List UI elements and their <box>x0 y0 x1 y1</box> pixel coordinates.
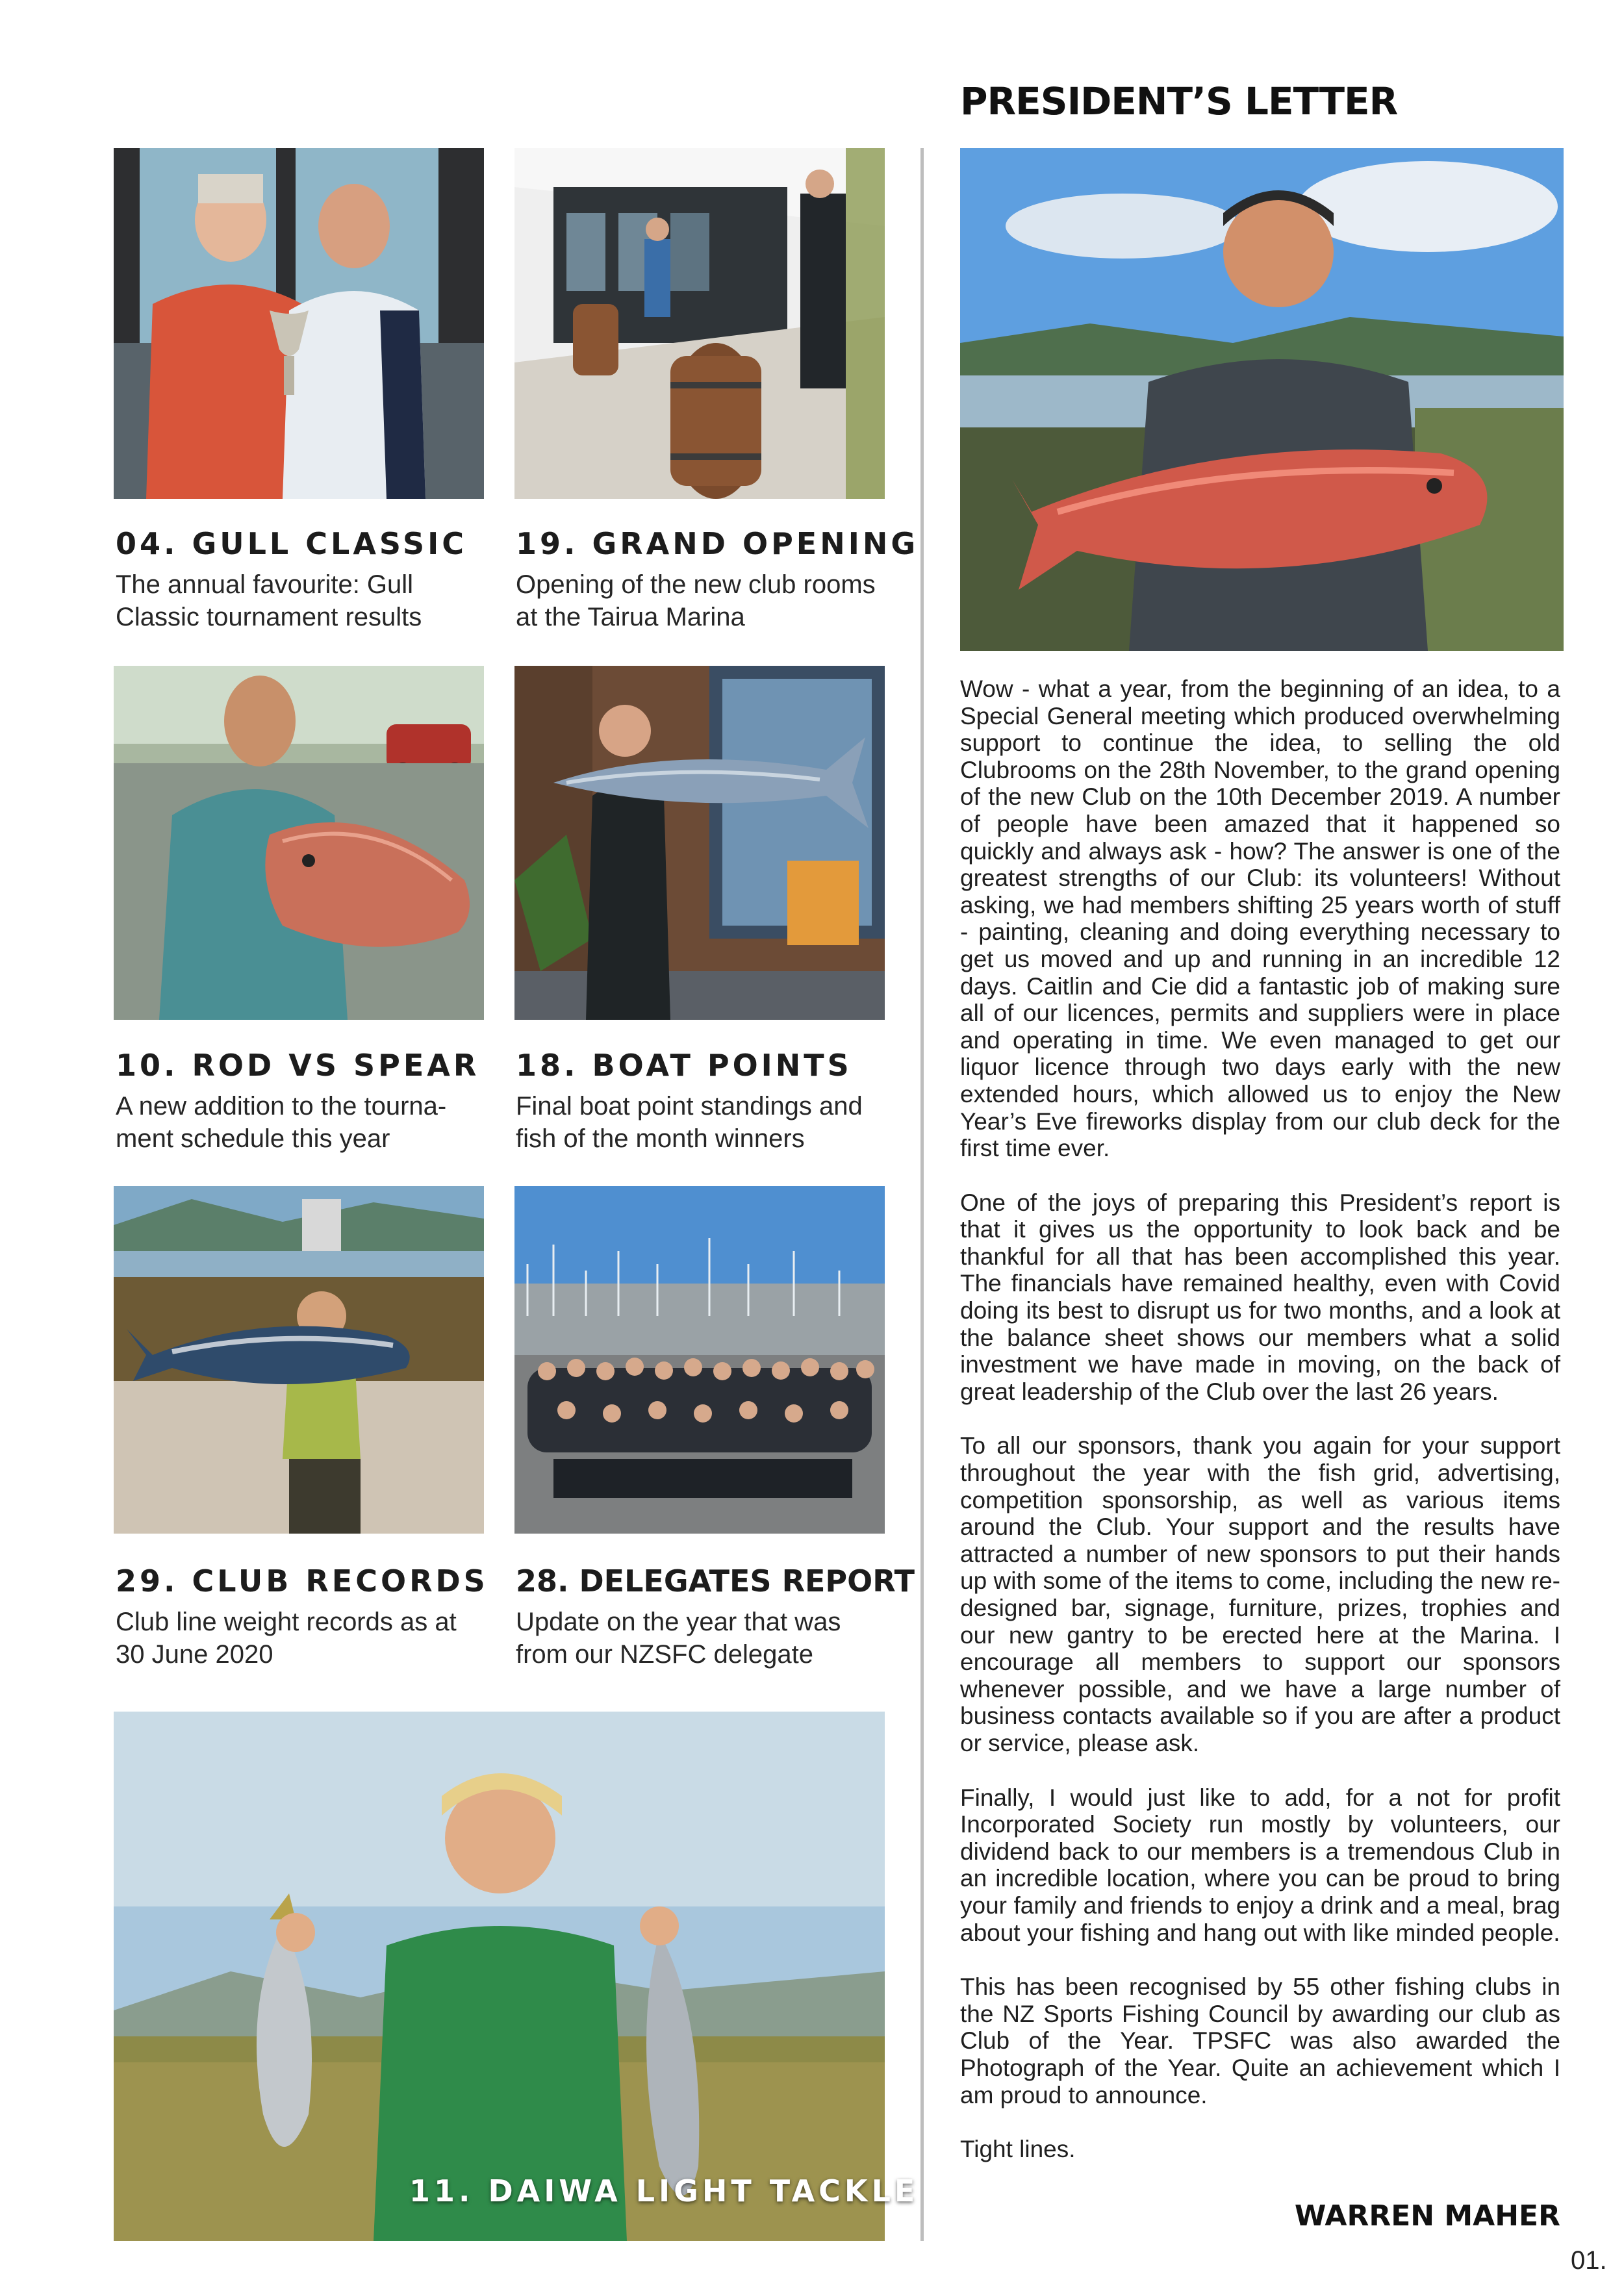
column-divider <box>920 148 924 2241</box>
president-photo-icon <box>960 148 1564 651</box>
trophy-photo-icon <box>114 148 484 499</box>
item-title-daiwa-light-tackle[interactable]: 11. DAIWA LIGHT TACKLE <box>409 2173 919 2208</box>
group-photo-icon <box>514 1186 885 1534</box>
letter-paragraph: One of the joys of preparing this President’s report is that it gives us the opportunity to look back and be thankful for all that has been accomplished this year. The financials have remained healthy, even with Covid doing its best to disrupt us for two months, and a look at the balance sheet shows our members what a solid investment we have made in moving, on the back of great leadership of the Club over the last 26 years. <box>960 1189 1560 1405</box>
item-desc-club-records: Club line weight records as at 30 June 2020 <box>116 1608 457 1669</box>
item-title-club-records[interactable]: 29. CLUB RECORDS <box>116 1563 488 1599</box>
tuna-photo-icon <box>514 666 885 1020</box>
photo-gull-classic <box>114 148 484 499</box>
item-desc-delegates-report: Update on the year that was from our NZSFC delegate <box>516 1608 841 1669</box>
letter-heading: PRESIDENT’S LETTER <box>960 79 1398 123</box>
photo-daiwa-light-tackle <box>114 1712 885 2241</box>
fish-boy-photo-icon <box>114 1712 885 2241</box>
item-desc-rod-vs-spear: A new addition to the tourna- ment schedule this year <box>116 1092 447 1153</box>
photo-delegates-report <box>514 1186 885 1534</box>
photo-club-records <box>114 1186 484 1534</box>
photo-boat-points <box>514 666 885 1020</box>
clubhouse-photo-icon <box>514 148 885 499</box>
item-desc-gull-classic: The annual favourite: Gull Classic tournament results <box>116 570 422 631</box>
item-title-grand-opening[interactable]: 19. GRAND OPENING <box>516 526 919 561</box>
letter-paragraph: Finally, I would just like to add, for a not for profit Incorporated Society run mostly by volunteers, our dividend back to our members is a tremendous Club in an incredible location, where you can be proud to bring your family and friends to enjoy a drink and a meal, brag about your fishing and hang out with like minded people. <box>960 1784 1560 1946</box>
item-title-gull-classic[interactable]: 04. GULL CLASSIC <box>116 526 467 561</box>
photo-rod-vs-spear <box>114 666 484 1020</box>
letter-paragraph: Tight lines. <box>960 2136 1076 2163</box>
item-title-boat-points[interactable]: 18. BOAT POINTS <box>516 1048 852 1083</box>
tuna-boy-photo-icon <box>114 1186 484 1534</box>
photo-president <box>960 148 1564 651</box>
page-number: 01. <box>1571 2246 1607 2275</box>
letter-signature: WARREN MAHER <box>1294 2199 1560 2233</box>
item-title-rod-vs-spear[interactable]: 10. ROD VS SPEAR <box>116 1048 480 1083</box>
letter-body <box>960 676 1560 2190</box>
letter-paragraph: Wow - what a year, from the beginning of an idea, to a Special General meeting which produced overwhelming support to continue the idea, to selling the old Clubrooms on the 28th November, to the grand opening of the new Club on the 10th December 2019. A number of people have been amazed that it happened so quickly and always ask - how? The answer is one of the greatest strengths of our Club: its volunteers! Without asking, we had members shifting 25 years worth of stuff - painting, cleaning and doing everything necessary to get us moved and up and running in an incredible 12 days. Caitlin and Cie did a fantastic job of making sure all of our licences, permits and suppliers were in place and operating in time. We even managed to get our liquor licence through two days early with the new extended hours, which allowed us to enjoy the New Year’s Eve fireworks display from our club deck for the first time ever. <box>960 676 1560 1162</box>
item-desc-grand-opening: Opening of the new club rooms at the Tairua Marina <box>516 570 876 631</box>
snapper-photo-icon <box>114 666 484 1020</box>
letter-paragraph: This has been recognised by 55 other fishing clubs in the NZ Sports Fishing Council by awarding our club as Club of the Year. TPSFC was also awarded the Photograph of the Year. Quite an achievement which I am proud to announce. <box>960 1973 1560 2108</box>
item-desc-boat-points: Final boat point standings and fish of the month winners <box>516 1092 863 1153</box>
letter-paragraph: To all our sponsors, thank you again for your support throughout the year with the fish grid, advertising, competition sponsorship, as well as various items around the Club. Your support and the results have attracted a number of new sponsors to put their hands up with some of the items to come, including the new re-designed bar, signage, furniture, prizes, trophies and our new gantry to be erected here at the Marina. I encourage all members to support our sponsors whenever possible, and we have a large number of business contacts available so if you are after a product or service, please ask. <box>960 1432 1560 1756</box>
item-title-delegates-report[interactable]: 28. DELEGATES REPORT <box>516 1563 915 1599</box>
photo-grand-opening <box>514 148 885 499</box>
